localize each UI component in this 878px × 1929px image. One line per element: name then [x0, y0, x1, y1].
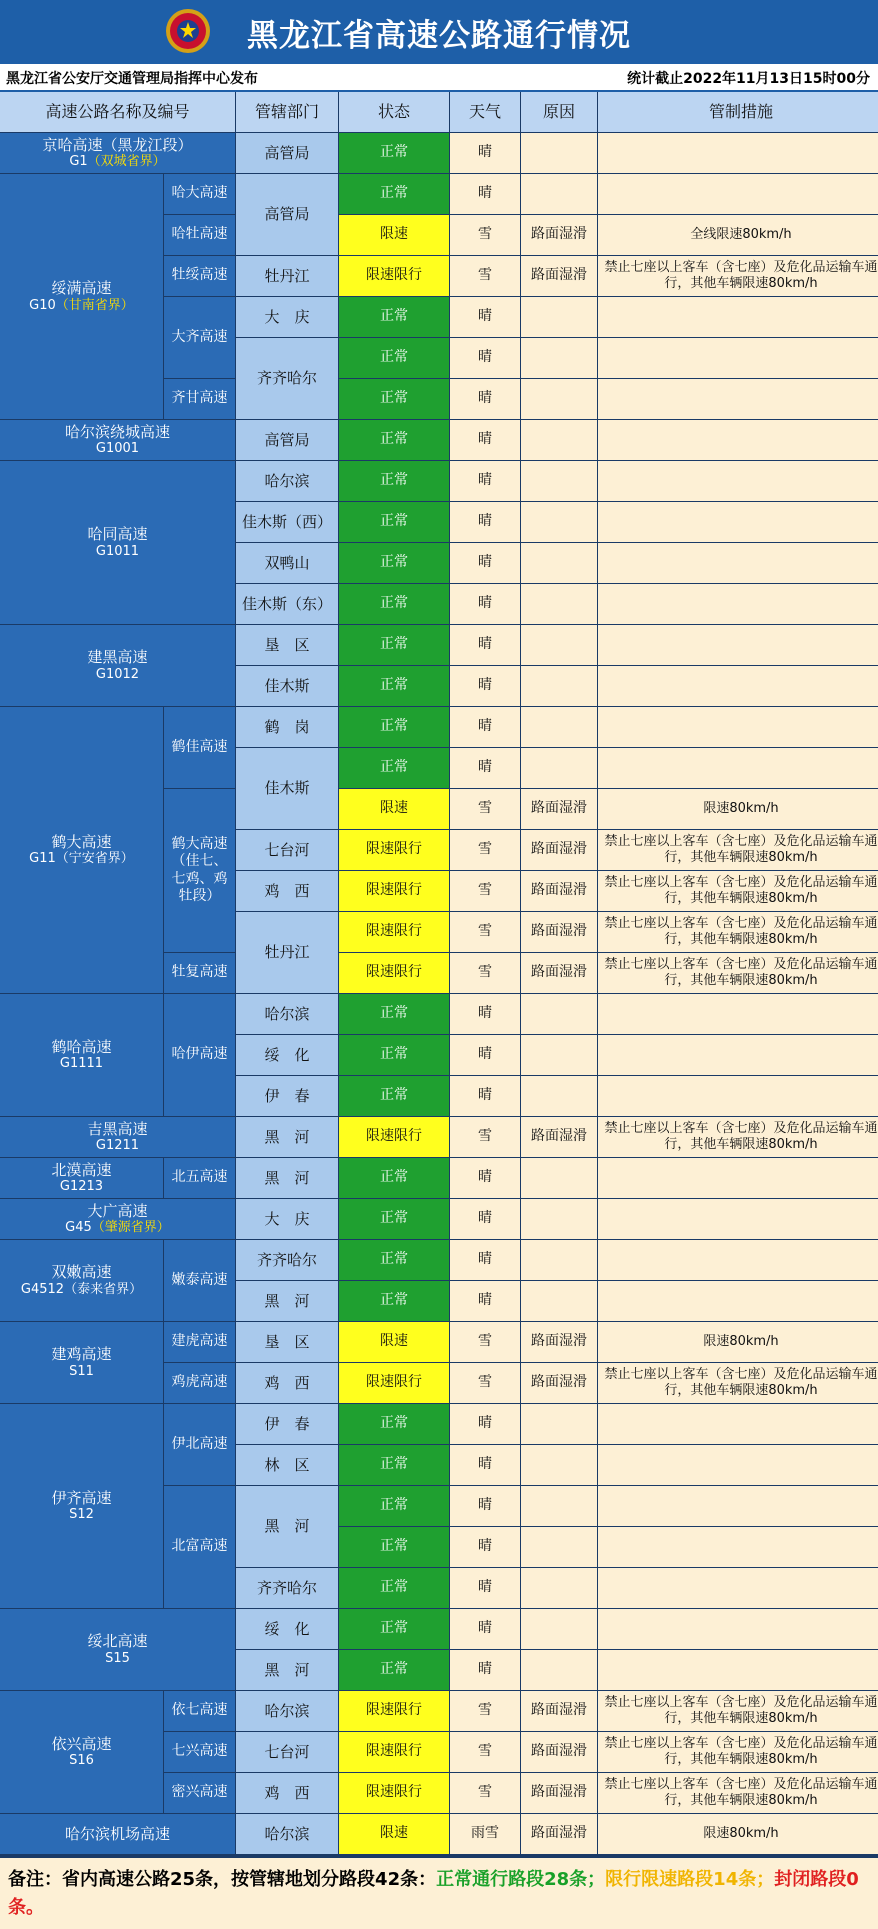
measure-cell [598, 625, 878, 665]
reason-cell [521, 666, 597, 706]
status-cell: 正常 [339, 666, 449, 706]
reason-cell [521, 748, 597, 788]
status-cell: 正常 [339, 1568, 449, 1608]
status-cell: 正常 [339, 584, 449, 624]
measure-cell: 禁止七座以上客车（含七座）及危化品运输车通行，其他车辆限速80km/h [598, 1732, 878, 1772]
status-cell: 限速限行 [339, 1117, 449, 1157]
weather-cell: 晴 [450, 666, 520, 706]
status-cell: 正常 [339, 707, 449, 747]
measure-cell: 限速80km/h [598, 1322, 878, 1362]
subroad-name: 牡绥高速 [164, 256, 235, 296]
measure-cell [598, 379, 878, 419]
status-cell: 正常 [339, 543, 449, 583]
weather-cell: 雪 [450, 953, 520, 993]
header-dept: 管辖部门 [236, 92, 338, 132]
footer-closed-count: 封闭路段0条。 [8, 1869, 859, 1918]
measure-cell [598, 1445, 878, 1485]
dept-cell: 林 区 [236, 1445, 338, 1485]
weather-cell: 晴 [450, 1650, 520, 1690]
dept-cell: 伊 春 [236, 1404, 338, 1444]
reason-cell: 路面湿滑 [521, 789, 597, 829]
dept-cell: 齐齐哈尔 [236, 1568, 338, 1608]
subroad-name: 牡复高速 [164, 953, 235, 993]
subroad-name: 鹤佳高速 [164, 707, 235, 788]
dept-cell: 高管局 [236, 420, 338, 460]
reason-cell: 路面湿滑 [521, 1691, 597, 1731]
dept-cell: 鸡 西 [236, 871, 338, 911]
subroad-name: 北五高速 [164, 1158, 235, 1198]
road-name: 绥满高速 G10（甘南省界） [0, 174, 163, 419]
reason-cell: 路面湿滑 [521, 871, 597, 911]
subroad-name: 大齐高速 [164, 297, 235, 378]
reason-cell [521, 1609, 597, 1649]
measure-cell [598, 584, 878, 624]
dept-cell: 垦 区 [236, 625, 338, 665]
dept-cell: 七台河 [236, 830, 338, 870]
weather-cell: 晴 [450, 1609, 520, 1649]
road-name: 绥北高速 S15 [0, 1609, 235, 1690]
reason-cell [521, 543, 597, 583]
reason-cell [521, 379, 597, 419]
header-name: 高速公路名称及编号 [0, 92, 235, 132]
measure-cell [598, 1076, 878, 1116]
weather-cell: 雪 [450, 215, 520, 255]
measure-cell: 禁止七座以上客车（含七座）及危化品运输车通行，其他车辆限速80km/h [598, 1117, 878, 1157]
measure-cell [598, 461, 878, 501]
status-cell: 正常 [339, 1281, 449, 1321]
status-cell: 限速 [339, 1814, 449, 1854]
dept-cell: 黑 河 [236, 1158, 338, 1198]
traffic-table [0, 92, 878, 1856]
status-cell: 正常 [339, 1404, 449, 1444]
road-name: 哈同高速 G1011 [0, 461, 235, 624]
reason-cell [521, 338, 597, 378]
weather-cell: 晴 [450, 297, 520, 337]
measure-cell [598, 1486, 878, 1526]
reason-cell: 路面湿滑 [521, 1322, 597, 1362]
dept-cell: 哈尔滨 [236, 994, 338, 1034]
status-cell: 正常 [339, 297, 449, 337]
weather-cell: 雪 [450, 1691, 520, 1731]
status-cell: 正常 [339, 625, 449, 665]
status-cell: 正常 [339, 1486, 449, 1526]
reason-cell [521, 297, 597, 337]
measure-cell [598, 502, 878, 542]
reason-cell [521, 1281, 597, 1321]
measure-cell [598, 666, 878, 706]
weather-cell: 晴 [450, 1281, 520, 1321]
measure-cell: 限速80km/h [598, 1814, 878, 1854]
status-cell: 限速限行 [339, 1363, 449, 1403]
footer-note [0, 1856, 878, 1929]
status-cell: 正常 [339, 133, 449, 173]
status-cell: 正常 [339, 1609, 449, 1649]
measure-cell [598, 748, 878, 788]
reason-cell: 路面湿滑 [521, 1117, 597, 1157]
weather-cell: 雪 [450, 1322, 520, 1362]
status-cell: 正常 [339, 1650, 449, 1690]
dept-cell: 大 庆 [236, 297, 338, 337]
status-cell: 正常 [339, 461, 449, 501]
subroad-name: 哈牡高速 [164, 215, 235, 255]
weather-cell: 晴 [450, 584, 520, 624]
reason-cell: 路面湿滑 [521, 1363, 597, 1403]
measure-cell [598, 994, 878, 1034]
weather-cell: 雪 [450, 1773, 520, 1813]
subroad-name: 七兴高速 [164, 1732, 235, 1772]
footer-normal-count: 正常通行路段28条； [436, 1869, 606, 1890]
road-name: 大广高速 G45（肇源省界） [0, 1199, 235, 1239]
measure-cell: 禁止七座以上客车（含七座）及危化品运输车通行，其他车辆限速80km/h [598, 871, 878, 911]
page-title: 黑龙江省高速公路通行情况 [247, 18, 631, 54]
weather-cell: 雪 [450, 789, 520, 829]
weather-cell: 晴 [450, 1240, 520, 1280]
dept-cell: 绥 化 [236, 1609, 338, 1649]
measure-cell [598, 338, 878, 378]
status-cell: 正常 [339, 1158, 449, 1198]
subroad-name: 哈大高速 [164, 174, 235, 214]
dept-cell: 鹤 岗 [236, 707, 338, 747]
reason-cell: 路面湿滑 [521, 1773, 597, 1813]
weather-cell: 晴 [450, 1445, 520, 1485]
subroad-name: 北富高速 [164, 1486, 235, 1608]
weather-cell: 晴 [450, 379, 520, 419]
measure-cell: 禁止七座以上客车（含七座）及危化品运输车通行，其他车辆限速80km/h [598, 1363, 878, 1403]
reason-cell [521, 1568, 597, 1608]
measure-cell [598, 1281, 878, 1321]
reason-cell: 路面湿滑 [521, 215, 597, 255]
reason-cell [521, 1404, 597, 1444]
reason-cell [521, 1076, 597, 1116]
weather-cell: 晴 [450, 1199, 520, 1239]
weather-cell: 晴 [450, 543, 520, 583]
status-cell: 限速限行 [339, 1732, 449, 1772]
dept-cell: 大 庆 [236, 1199, 338, 1239]
reason-cell: 路面湿滑 [521, 256, 597, 296]
measure-cell [598, 1609, 878, 1649]
reason-cell [521, 1240, 597, 1280]
status-cell: 限速限行 [339, 1691, 449, 1731]
status-cell: 正常 [339, 174, 449, 214]
measure-cell: 禁止七座以上客车（含七座）及危化品运输车通行，其他车辆限速80km/h [598, 953, 878, 993]
weather-cell: 晴 [450, 1527, 520, 1567]
status-cell: 限速限行 [339, 871, 449, 911]
road-name: 吉黑高速 G1211 [0, 1117, 235, 1157]
weather-cell: 雪 [450, 1363, 520, 1403]
status-cell: 限速 [339, 789, 449, 829]
dept-cell: 鸡 西 [236, 1363, 338, 1403]
measure-cell [598, 297, 878, 337]
road-name: 北漠高速 G1213 [0, 1158, 163, 1198]
subroad-name: 嫩泰高速 [164, 1240, 235, 1321]
road-name: 哈尔滨绕城高速 G1001 [0, 420, 235, 460]
dept-cell: 黑 河 [236, 1650, 338, 1690]
dept-cell: 哈尔滨 [236, 461, 338, 501]
status-cell: 正常 [339, 994, 449, 1034]
weather-cell: 雪 [450, 1732, 520, 1772]
reason-cell [521, 1199, 597, 1239]
road-name: 建黑高速 G1012 [0, 625, 235, 706]
dept-cell: 绥 化 [236, 1035, 338, 1075]
measure-cell [598, 1650, 878, 1690]
dept-cell: 齐齐哈尔 [236, 338, 338, 419]
weather-cell: 雪 [450, 912, 520, 952]
header-measure: 管制措施 [598, 92, 878, 132]
dept-cell: 哈尔滨 [236, 1691, 338, 1731]
weather-cell: 晴 [450, 1158, 520, 1198]
status-cell: 限速限行 [339, 1773, 449, 1813]
measure-cell [598, 543, 878, 583]
status-cell: 限速 [339, 1322, 449, 1362]
status-cell: 正常 [339, 502, 449, 542]
weather-cell: 晴 [450, 1076, 520, 1116]
weather-cell: 晴 [450, 707, 520, 747]
status-cell: 正常 [339, 420, 449, 460]
weather-cell: 晴 [450, 338, 520, 378]
measure-cell [598, 707, 878, 747]
subroad-name: 密兴高速 [164, 1773, 235, 1813]
weather-cell: 晴 [450, 1404, 520, 1444]
dept-cell: 七台河 [236, 1732, 338, 1772]
weather-cell: 晴 [450, 1035, 520, 1075]
road-name: 依兴高速 S16 [0, 1691, 163, 1813]
road-name: 哈尔滨机场高速 [0, 1814, 235, 1854]
measure-cell [598, 1158, 878, 1198]
status-cell: 正常 [339, 1076, 449, 1116]
dept-cell: 垦 区 [236, 1322, 338, 1362]
reason-cell [521, 420, 597, 460]
measure-cell [598, 1240, 878, 1280]
status-cell: 正常 [339, 1035, 449, 1075]
dept-cell: 牡丹江 [236, 256, 338, 296]
measure-cell [598, 1199, 878, 1239]
dept-cell: 鸡 西 [236, 1773, 338, 1813]
reason-cell: 路面湿滑 [521, 912, 597, 952]
header-status: 状态 [339, 92, 449, 132]
status-cell: 正常 [339, 748, 449, 788]
measure-cell: 禁止七座以上客车（含七座）及危化品运输车通行，其他车辆限速80km/h [598, 256, 878, 296]
status-cell: 正常 [339, 1240, 449, 1280]
reason-cell [521, 994, 597, 1034]
subroad-name: 建虎高速 [164, 1322, 235, 1362]
measure-cell [598, 1404, 878, 1444]
subtitle-bar [0, 62, 878, 92]
reason-cell [521, 1486, 597, 1526]
reason-cell [521, 1158, 597, 1198]
dept-cell: 黑 河 [236, 1486, 338, 1567]
dept-cell: 佳木斯 [236, 748, 338, 829]
reason-cell [521, 502, 597, 542]
reason-cell [521, 174, 597, 214]
status-cell: 正常 [339, 1445, 449, 1485]
weather-cell: 雪 [450, 256, 520, 296]
header-reason: 原因 [521, 92, 597, 132]
status-cell: 限速限行 [339, 830, 449, 870]
reason-cell [521, 461, 597, 501]
reason-cell: 路面湿滑 [521, 953, 597, 993]
footer-summary: 备注：省内高速公路25条，按管辖地划分路段42条： [8, 1869, 437, 1890]
dept-cell: 高管局 [236, 174, 338, 255]
reason-cell: 路面湿滑 [521, 830, 597, 870]
measure-cell [598, 1568, 878, 1608]
measure-cell: 限速80km/h [598, 789, 878, 829]
status-cell: 正常 [339, 1199, 449, 1239]
measure-cell: 全线限速80km/h [598, 215, 878, 255]
measure-cell: 禁止七座以上客车（含七座）及危化品运输车通行，其他车辆限速80km/h [598, 912, 878, 952]
header-weather: 天气 [450, 92, 520, 132]
measure-cell [598, 420, 878, 460]
stat-time: 统计截止2022年11月13日15时00分 [627, 71, 870, 87]
footer-limited-count: 限行限速路段14条； [605, 1869, 775, 1890]
weather-cell: 雨雪 [450, 1814, 520, 1854]
measure-cell [598, 174, 878, 214]
weather-cell: 雪 [450, 871, 520, 911]
dept-cell: 双鸭山 [236, 543, 338, 583]
dept-cell: 哈尔滨 [236, 1814, 338, 1854]
measure-cell: 禁止七座以上客车（含七座）及危化品运输车通行，其他车辆限速80km/h [598, 1773, 878, 1813]
dept-cell: 黑 河 [236, 1117, 338, 1157]
subroad-name: 鸡虎高速 [164, 1363, 235, 1403]
weather-cell: 晴 [450, 502, 520, 542]
road-name: 建鸡高速 S11 [0, 1322, 163, 1403]
weather-cell: 晴 [450, 133, 520, 173]
title-bar [0, 0, 878, 62]
measure-cell: 禁止七座以上客车（含七座）及危化品运输车通行，其他车辆限速80km/h [598, 830, 878, 870]
measure-cell [598, 1527, 878, 1567]
subroad-name: 鹤大高速（佳七、七鸡、鸡牡段） [164, 789, 235, 952]
status-cell: 限速限行 [339, 953, 449, 993]
status-cell: 正常 [339, 379, 449, 419]
dept-cell: 牡丹江 [236, 912, 338, 993]
reason-cell [521, 707, 597, 747]
weather-cell: 晴 [450, 1568, 520, 1608]
road-name: 京哈高速（黑龙江段） G1（双城省界） [0, 133, 235, 173]
reason-cell [521, 1035, 597, 1075]
status-cell: 正常 [339, 1527, 449, 1567]
weather-cell: 晴 [450, 174, 520, 214]
status-cell: 限速限行 [339, 912, 449, 952]
subroad-name: 齐甘高速 [164, 379, 235, 419]
weather-cell: 晴 [450, 625, 520, 665]
reason-cell: 路面湿滑 [521, 1814, 597, 1854]
reason-cell: 路面湿滑 [521, 1732, 597, 1772]
status-cell: 限速 [339, 215, 449, 255]
reason-cell [521, 1445, 597, 1485]
weather-cell: 晴 [450, 420, 520, 460]
weather-cell: 雪 [450, 830, 520, 870]
dept-cell: 黑 河 [236, 1281, 338, 1321]
dept-cell: 高管局 [236, 133, 338, 173]
measure-cell [598, 1035, 878, 1075]
reason-cell [521, 584, 597, 624]
reason-cell [521, 1650, 597, 1690]
road-name: 鹤大高速 G11（宁安省界） [0, 707, 163, 993]
road-name: 伊齐高速 S12 [0, 1404, 163, 1608]
subroad-name: 伊北高速 [164, 1404, 235, 1485]
dept-cell: 佳木斯（西） [236, 502, 338, 542]
road-name: 鹤哈高速 G1111 [0, 994, 163, 1116]
reason-cell [521, 133, 597, 173]
status-cell: 限速限行 [339, 256, 449, 296]
subroad-name: 哈伊高速 [164, 994, 235, 1116]
measure-cell: 禁止七座以上客车（含七座）及危化品运输车通行，其他车辆限速80km/h [598, 1691, 878, 1731]
measure-cell [598, 133, 878, 173]
weather-cell: 晴 [450, 748, 520, 788]
dept-cell: 伊 春 [236, 1076, 338, 1116]
dept-cell: 佳木斯（东） [236, 584, 338, 624]
reason-cell [521, 1527, 597, 1567]
reason-cell [521, 625, 597, 665]
status-cell: 正常 [339, 338, 449, 378]
subroad-name: 依七高速 [164, 1691, 235, 1731]
weather-cell: 晴 [450, 1486, 520, 1526]
weather-cell: 晴 [450, 461, 520, 501]
weather-cell: 晴 [450, 994, 520, 1034]
dept-cell: 佳木斯 [236, 666, 338, 706]
road-name: 双嫩高速 G4512（泰来省界） [0, 1240, 163, 1321]
weather-cell: 雪 [450, 1117, 520, 1157]
dept-cell: 齐齐哈尔 [236, 1240, 338, 1280]
publisher: 黑龙江省公安厅交通管理局指挥中心发布 [6, 71, 258, 87]
